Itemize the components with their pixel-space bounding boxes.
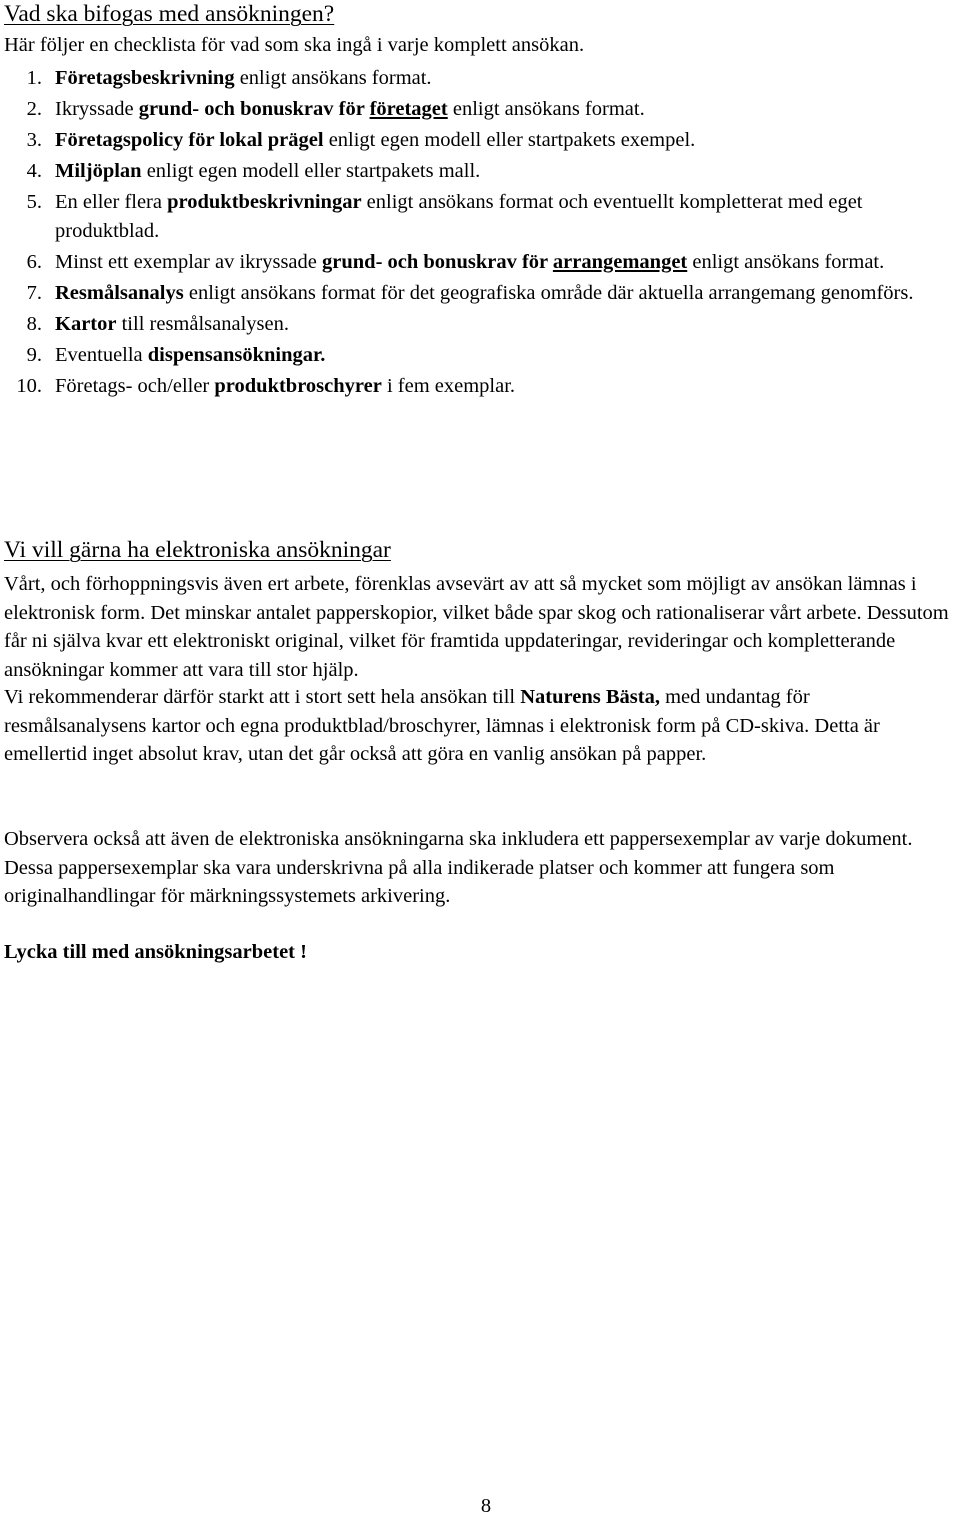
list-item: [0, 341, 940, 370]
list-item: [0, 64, 940, 93]
list-text: enligt ansökans format för det geografiska område där aktuella arrangemang genomförs.: [183, 281, 914, 304]
list-text: Minst ett exemplar av ikryssade: [55, 250, 323, 273]
list-item: [0, 279, 940, 308]
list-number: 5 .: [0, 188, 42, 217]
list-text: En eller flera: [55, 191, 168, 213]
list-number: 4 .: [0, 157, 42, 186]
paragraph: Vårt, och förhoppningsvis även ert arbete, förenklas avsevärt av att så mycket som möjligt av ansökan lämnas i elektronisk form. Det minskar antalet papperskopior, vilket både spar skog och rationaliserar vårt arbete. Dessutom får ni själva kvar ett elektroniskt original, vilket för framtida uppdateringar, revideringar och kompletterande ansökningar kommer att vara till stor hjälp.: [4, 573, 949, 681]
paragraph-bold-text: Naturens Bästa,: [520, 686, 660, 708]
list-text: enligt egen modell eller startpakets mall.: [141, 160, 481, 182]
list-text: enligt ansökans format och eventuellt kompletterat med eget produktblad.: [55, 191, 863, 242]
list-item: [0, 310, 940, 339]
list-text: Ikryssade: [55, 98, 139, 120]
checklist-intro: Här följer en checklista för vad som ska ingå i varje komplett ansökan.: [4, 34, 585, 56]
list-bold-text: produktbeskrivningar: [167, 191, 362, 213]
list-item: [0, 157, 940, 186]
section-heading-electronic: Vi vill gärna ha elektroniska ansökningar: [4, 537, 391, 563]
list-bold-text: Kartor: [55, 312, 117, 335]
list-item: [0, 248, 940, 277]
list-text: Företags- och/eller: [55, 374, 215, 397]
list-item: [0, 372, 940, 401]
list-bold-text: Miljöplan: [55, 160, 142, 182]
paragraph-text: med undantag för resmålsanalysens kartor och egna produktblad/broschyrer, lämnas i elektronisk form på CD-skiva. Detta är emellertid inget absolut krav, utan det går också att göra en vanlig ansökan på papper.: [4, 686, 880, 766]
list-bold-underlined-text: företaget: [369, 98, 448, 120]
list-text: enligt egen modell eller startpakets exempel.: [323, 129, 696, 151]
closing-text: Lycka till med ansökningsarbetet !: [4, 941, 307, 963]
list-bold-text: produktbroschyrer: [214, 374, 382, 397]
list-text: enligt ansökans format.: [234, 67, 432, 89]
list-number: 2 .: [0, 95, 42, 124]
list-text: Eventuella: [55, 343, 148, 366]
list-text: till resmålsanalysen.: [116, 312, 289, 335]
paragraph: Observera också att även de elektroniska ansökningarna ska inkludera ett pappersexemplar av varje dokument. Dessa pappersexemplar ska vara underskrivna på alla indikerade platser och kommer att fungera som originalhandlingar för märkningssystemets arkivering.: [4, 828, 913, 908]
paragraph: [4, 683, 952, 769]
paragraph-text: Vi rekommenderar därför starkt att i stort sett hela ansökan till: [4, 686, 521, 708]
list-item: [0, 126, 940, 155]
list-number: 8 .: [0, 310, 42, 339]
list-number: 1 .: [0, 64, 42, 93]
list-number: 3 .: [0, 126, 42, 155]
list-bold-underlined-text: arrangemanget: [552, 250, 688, 273]
list-number: 6 .: [0, 248, 42, 277]
list-number: 10 .: [0, 372, 42, 401]
list-bold-text: grund- och bonuskrav för: [322, 250, 553, 273]
section-heading-attachments: Vad ska bifogas med ansökningen?: [4, 1, 335, 27]
list-bold-text: Företagsbeskrivning: [55, 67, 235, 89]
list-bold-text: grund- och bonuskrav för: [138, 98, 370, 120]
checklist: [0, 64, 940, 403]
list-text: enligt ansökans format.: [447, 98, 645, 120]
list-item: [0, 188, 940, 245]
list-number: 9 .: [0, 341, 42, 370]
list-item: [0, 95, 940, 124]
list-text: enligt ansökans format.: [687, 250, 885, 273]
list-bold-text: dispensansökningar.: [147, 343, 326, 366]
page-number: 8: [480, 1495, 492, 1517]
list-text: i fem exemplar.: [381, 374, 516, 397]
list-bold-text: Resmålsanalys: [55, 281, 184, 304]
list-bold-text: Företagspolicy för lokal prägel: [55, 129, 324, 151]
list-number: 7 .: [0, 279, 42, 308]
